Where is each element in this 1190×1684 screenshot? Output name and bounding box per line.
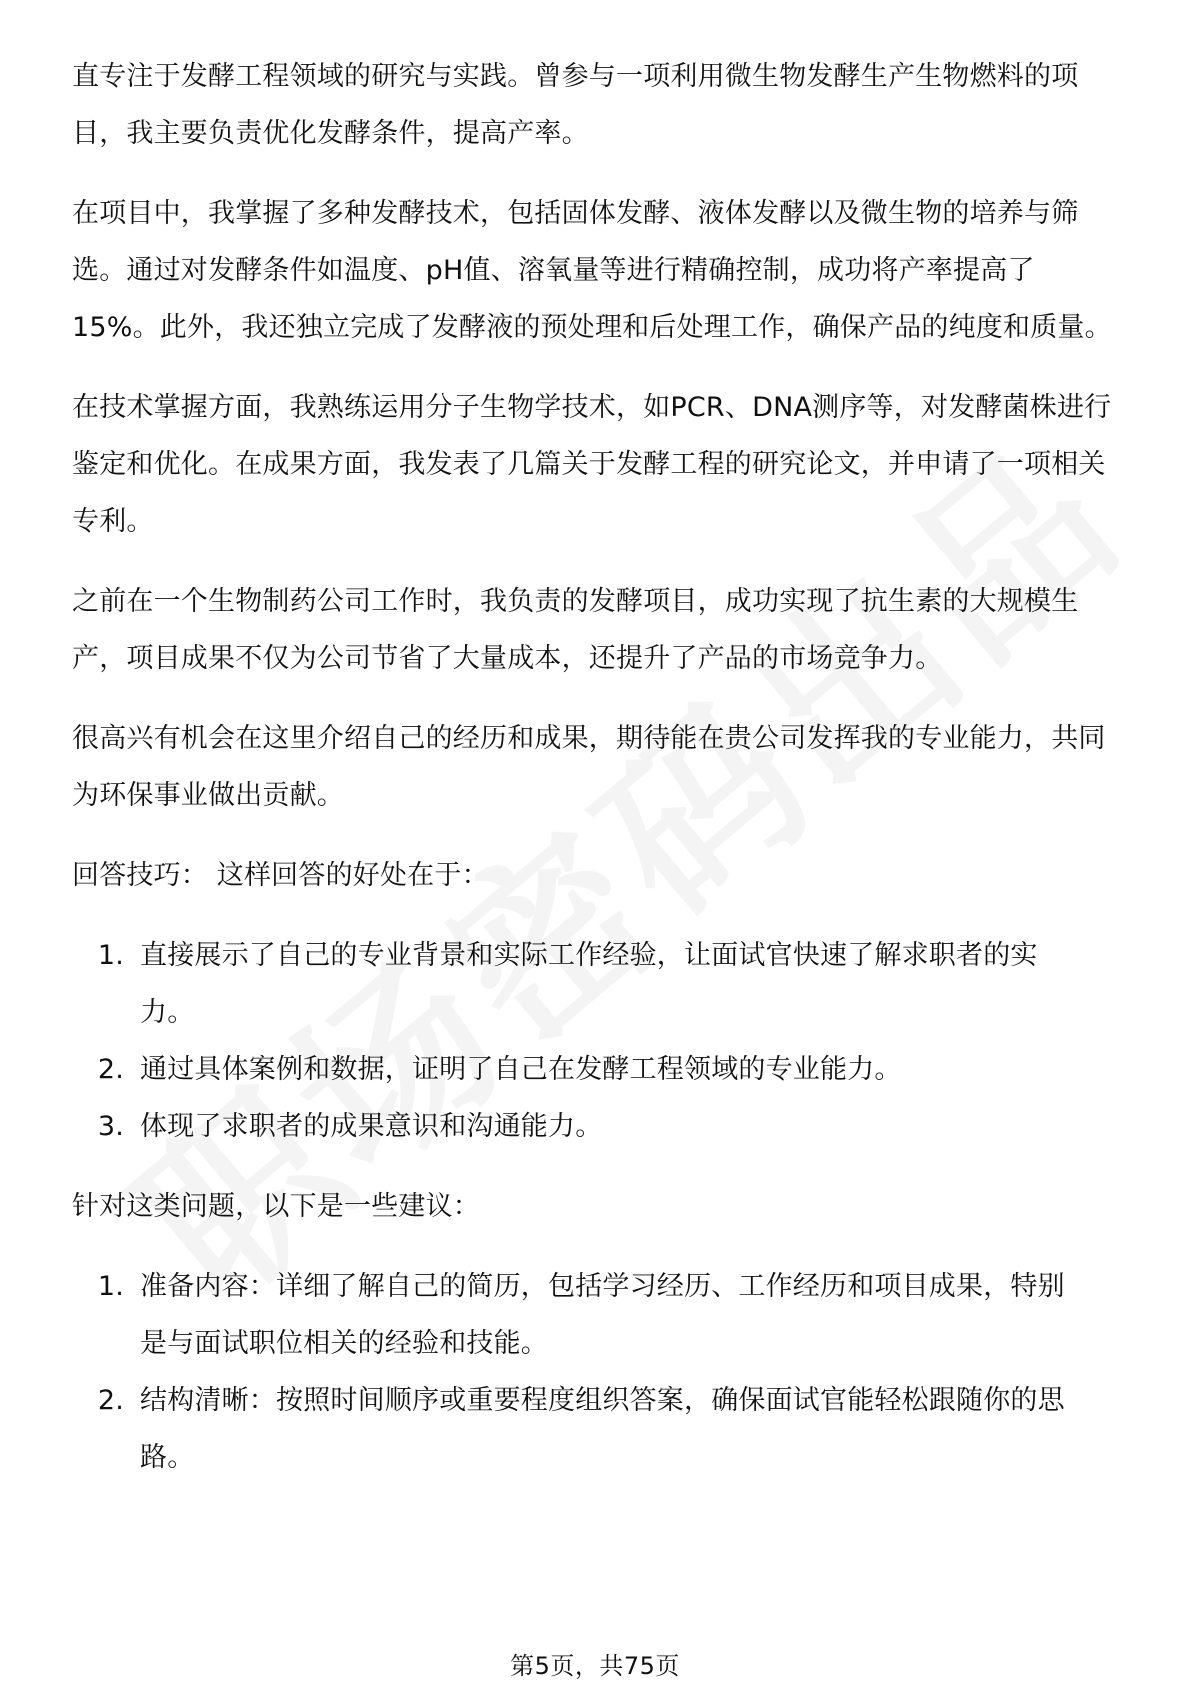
list-number: 1. [97, 1271, 124, 1302]
paragraph-previous-job: 之前在一个生物制药公司工作时，我负责的发酵项目，成功实现了抗生素的大规模生产，项目成果不仅为公司节省了大量成本，还提升了产品的市场竞争力。 [72, 586, 1079, 674]
list-item [72, 1098, 1122, 1155]
list-item [72, 1372, 1122, 1486]
paragraph-closing: 很高兴有机会在这里介绍自己的经历和成果，期待能在贵公司发挥我的专业能力，共同为环保事业做出贡献。 [72, 723, 1106, 811]
list-number: 1. [97, 940, 124, 971]
list-item [72, 1041, 1122, 1098]
list-number: 3. [97, 1111, 124, 1142]
list-item [72, 927, 1122, 1041]
list-text: 体现了求职者的成果意识和沟通能力。 [140, 1111, 603, 1142]
tips-heading: 回答技巧： 这样回答的好处在于： [72, 860, 489, 891]
tips-list [72, 927, 1122, 1155]
paragraph-skills: 在技术掌握方面，我熟练运用分子生物学技术，如PCR、DNA测序等，对发酵菌株进行鉴定和优化。在成果方面，我发表了几篇关于发酵工程的研究论文，并申请了一项相关专利。 [72, 392, 1112, 537]
list-text: 直接展示了自己的专业背景和实际工作经验，让面试官快速了解求职者的实力。 [140, 940, 1038, 1028]
document-page [72, 48, 1122, 1509]
list-text: 通过具体案例和数据，证明了自己在发酵工程领域的专业能力。 [140, 1054, 902, 1085]
list-number: 2. [97, 1054, 124, 1085]
advice-heading: 针对这类问题，以下是一些建议： [72, 1191, 480, 1222]
list-text: 准备内容：详细了解自己的简历，包括学习经历、工作经历和项目成果，特别是与面试职位相关的经验和技能。 [140, 1271, 1065, 1359]
advice-list [72, 1258, 1122, 1486]
list-text: 结构清晰：按照时间顺序或重要程度组织答案，确保面试官能轻松跟随你的思路。 [140, 1385, 1065, 1473]
page-footer: 第5页，共75页 [510, 1652, 680, 1680]
paragraph-intro: 直专注于发酵工程领域的研究与实践。曾参与一项利用微生物发酵生产生物燃料的项目，我主要负责优化发酵条件，提高产率。 [72, 61, 1079, 149]
list-item [72, 1258, 1122, 1372]
list-number: 2. [97, 1385, 124, 1416]
paragraph-project: 在项目中，我掌握了多种发酵技术，包括固体发酵、液体发酵以及微生物的培养与筛选。通过对发酵条件如温度、pH值、溶氧量等进行精确控制，成功将产率提高了15%。此外，我还独立完成了发酵液的预处理和后处理工作，确保产品的纯度和质量。 [72, 198, 1112, 343]
